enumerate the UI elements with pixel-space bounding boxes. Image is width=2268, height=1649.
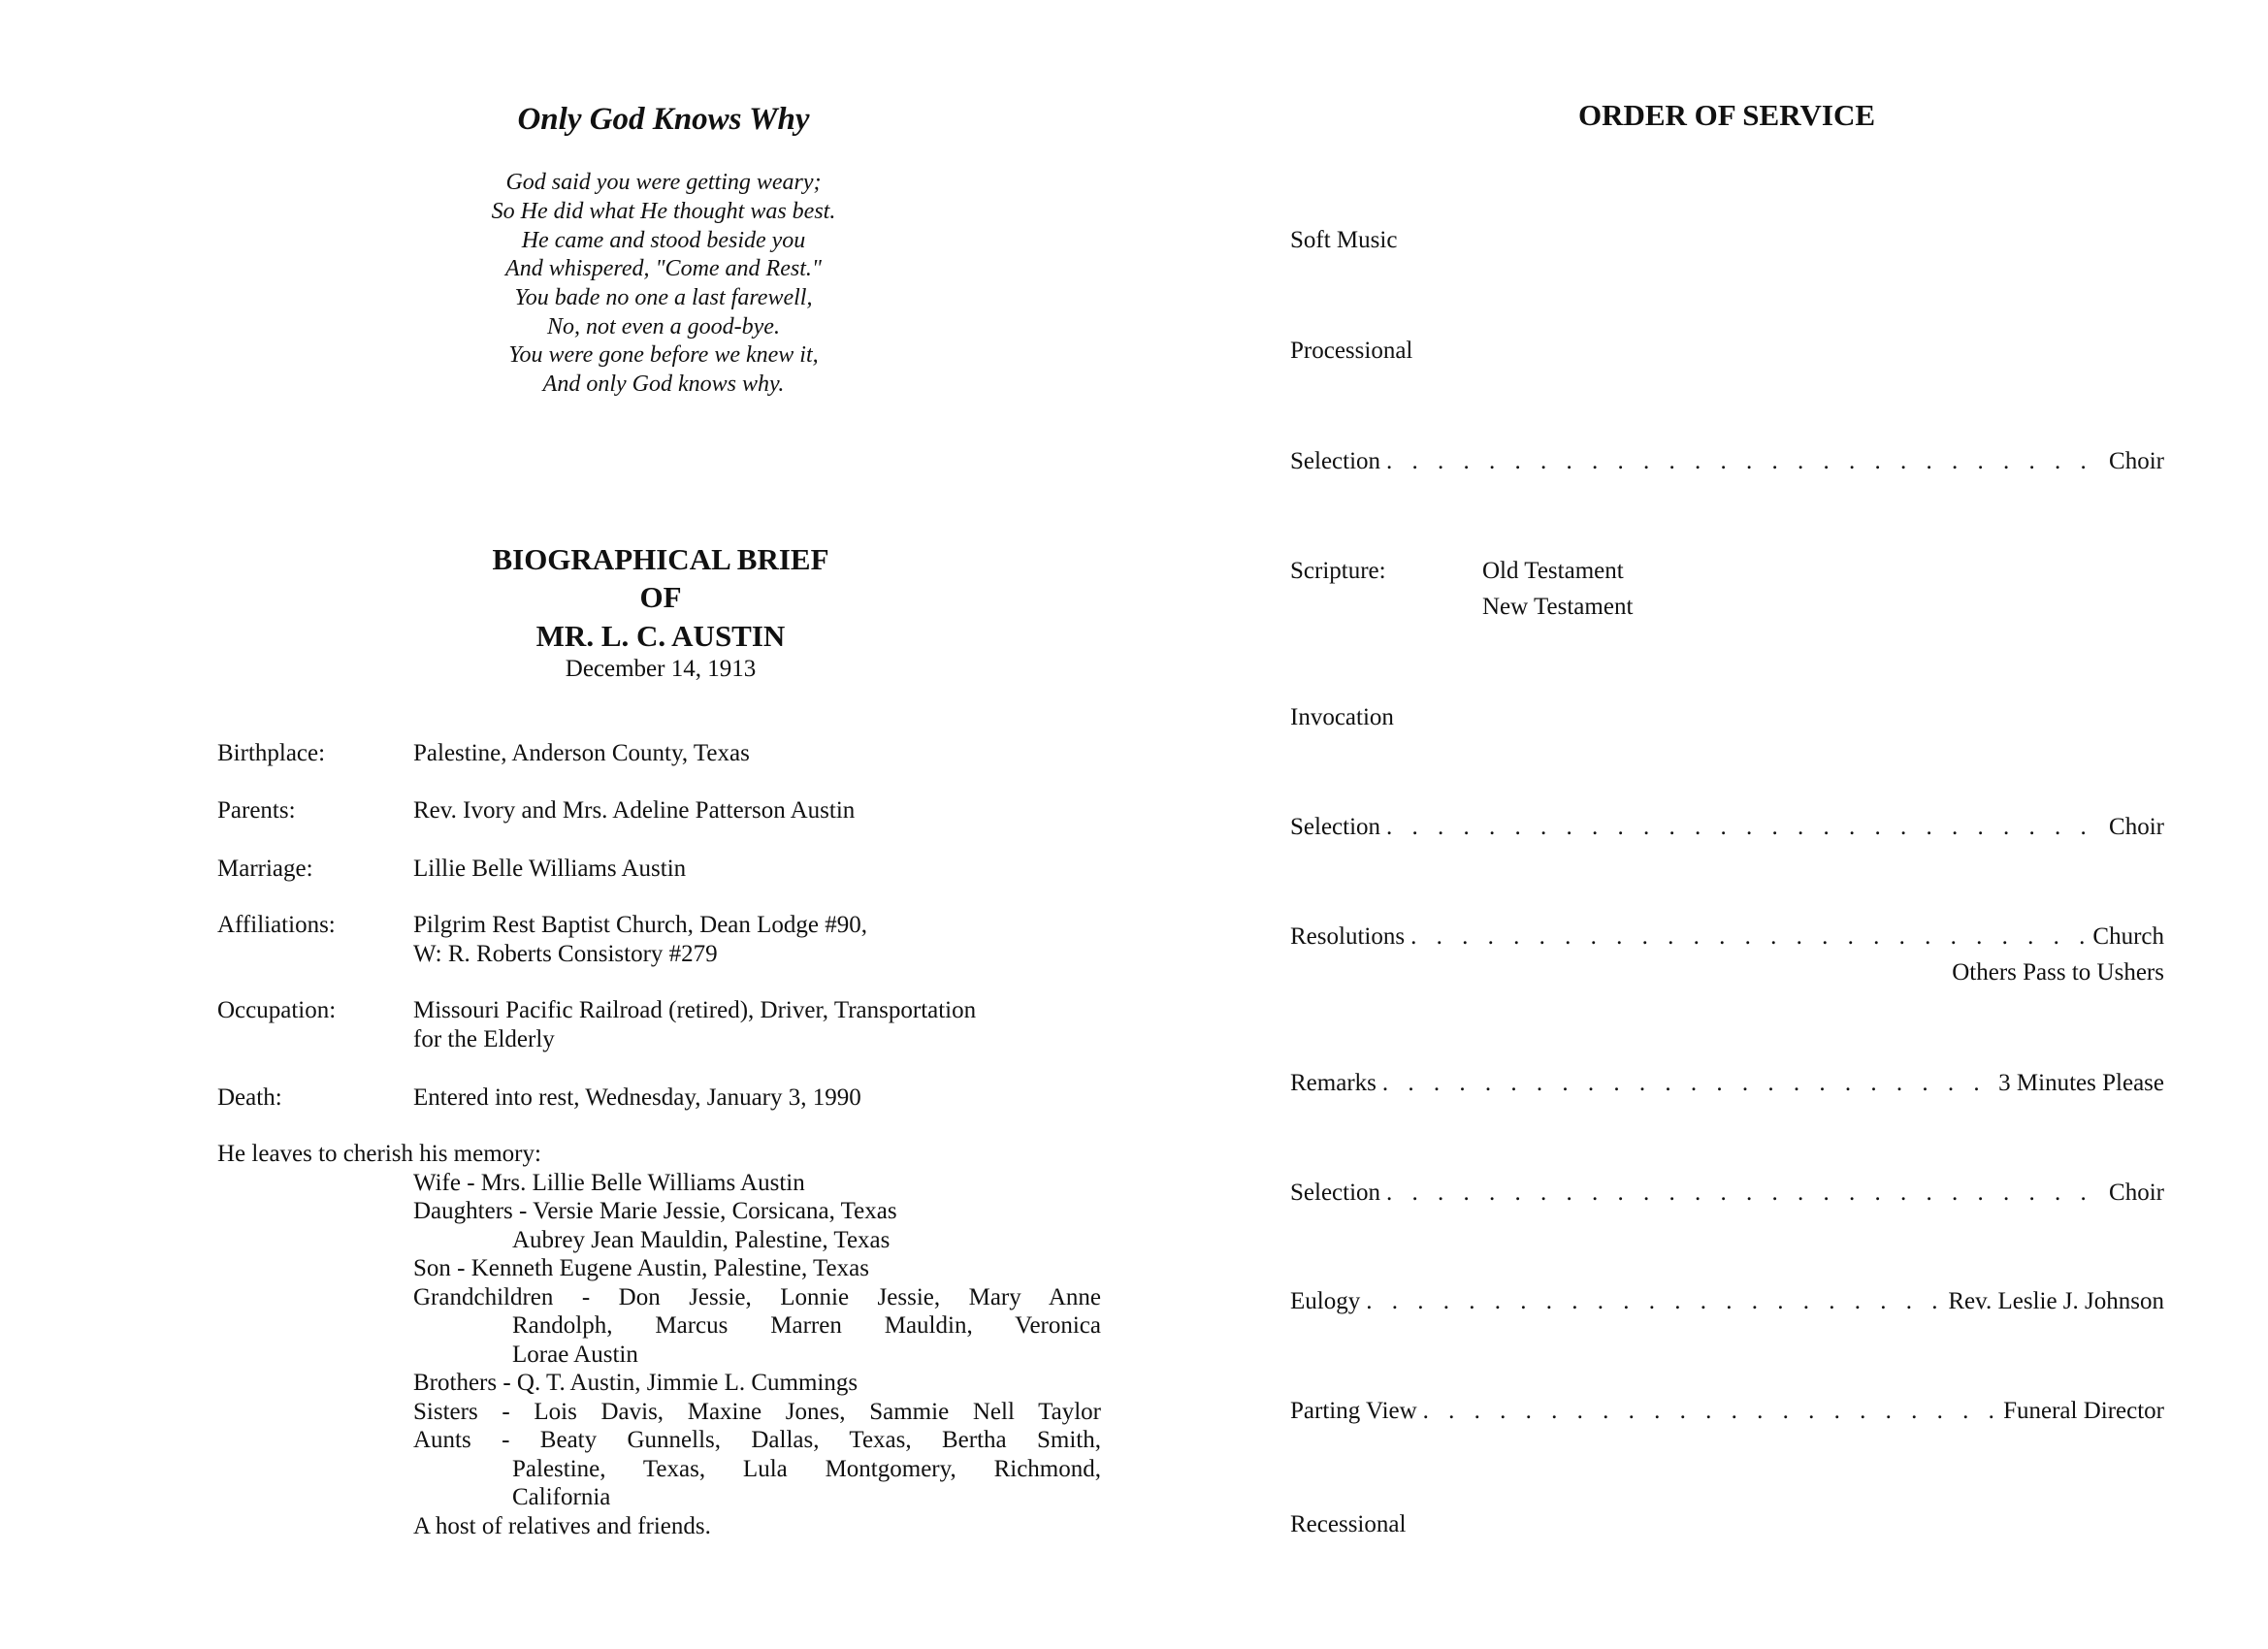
poem-line: No, not even a good-bye. [547, 314, 780, 340]
bio-heading: OF [639, 580, 682, 614]
fact-value: Entered into rest, Wednesday, January 3, 1990 [413, 1084, 861, 1111]
survivor-line: California [512, 1484, 611, 1510]
order-label: Soft Music [1290, 227, 1398, 253]
order-label: Selection [1290, 1180, 1381, 1206]
poem-line: And whispered, "Come and Rest." [505, 256, 822, 281]
poem-line: And only God knows why. [542, 372, 785, 397]
order-label: Scripture: [1290, 558, 1386, 584]
order-value: Choir [2109, 1180, 2164, 1206]
fact-value: Rev. Ivory and Mrs. Adeline Patterson Austin [413, 797, 856, 824]
fact-label: Marriage: [217, 856, 313, 882]
order-item-recessional [1290, 1510, 2164, 1539]
fact-value: for the Elderly [413, 1026, 555, 1052]
fact-label: Occupation: [217, 997, 337, 1023]
order-value: Rev. Leslie J. Johnson [1948, 1288, 2164, 1314]
poem-title: Only God Knows Why [517, 102, 810, 137]
bio-heading-name: MR. L. C. AUSTIN [535, 619, 786, 653]
order-value: Choir [2109, 448, 2164, 474]
fact-value: W: R. Roberts Consistory #279 [413, 941, 718, 967]
survivor-line: Daughters - Versie Marie Jessie, Corsicana, Texas [413, 1198, 897, 1224]
order-item-eulogy [1290, 1287, 2164, 1316]
order-value: Church [2092, 923, 2164, 950]
order-item-processional [1290, 337, 2164, 366]
order-item-selection [1290, 813, 2164, 842]
birth-date: December 14, 1913 [565, 656, 757, 682]
order-label: Selection [1290, 814, 1381, 840]
order-label: Processional [1290, 338, 1413, 364]
fact-value: Palestine, Anderson County, Texas [413, 740, 750, 766]
fact-label: Affiliations: [217, 912, 336, 938]
order-label: Remarks [1290, 1070, 1377, 1096]
fact-value: Pilgrim Rest Baptist Church, Dean Lodge #90, [413, 912, 868, 938]
survivor-line: Grandchildren - Don Jessie, Lonnie Jessie, Mary Anne [413, 1284, 1101, 1310]
order-item-selection [1290, 447, 2164, 476]
survivor-line: Aubrey Jean Mauldin, Palestine, Texas [512, 1227, 891, 1253]
order-item-invocation [1290, 703, 2164, 732]
resolutions-note: Others Pass to Ushers [1952, 959, 2164, 986]
order-label: Parting View [1290, 1398, 1417, 1424]
order-item-scripture [1290, 557, 2164, 586]
scripture-sub: New Testament [1482, 594, 1634, 620]
survivor-line: A host of relatives and friends. [413, 1513, 711, 1539]
dot-leader [1386, 447, 2103, 476]
survivor-line: Wife - Mrs. Lillie Belle Williams Austin [413, 1170, 805, 1196]
fact-value: Lillie Belle Williams Austin [413, 856, 687, 882]
order-item-selection [1290, 1179, 2164, 1208]
survivor-line: Sisters - Lois Davis, Maxine Jones, Sammie Nell Taylor [413, 1399, 1101, 1425]
order-label: Selection [1290, 448, 1381, 474]
scripture-sub: Old Testament [1482, 558, 1624, 584]
order-item-remarks [1290, 1069, 2164, 1098]
order-label: Invocation [1290, 704, 1394, 730]
order-value: 3 Minutes Please [1998, 1070, 2164, 1096]
survivor-line: Son - Kenneth Eugene Austin, Palestine, Texas [413, 1255, 869, 1281]
dot-leader [1366, 1287, 1942, 1316]
dot-leader [1386, 1179, 2103, 1208]
survivor-line: Lorae Austin [512, 1342, 638, 1368]
order-label: Recessional [1290, 1511, 1407, 1537]
fact-label: Death: [217, 1084, 282, 1111]
bio-heading: BIOGRAPHICAL BRIEF [492, 542, 829, 576]
order-item-parting-view [1290, 1397, 2164, 1426]
poem-line: He came and stood beside you [521, 228, 806, 253]
order-item-soft-music [1290, 226, 2164, 255]
fact-label: Birthplace: [217, 740, 326, 766]
order-label: Eulogy [1290, 1288, 1361, 1314]
fact-label: Parents: [217, 797, 296, 824]
order-value: Funeral Director [2003, 1398, 2164, 1424]
order-item-resolutions [1290, 922, 2164, 952]
survivor-line: Brothers - Q. T. Austin, Jimmie L. Cummings [413, 1370, 859, 1396]
order-value: Choir [2109, 814, 2164, 840]
poem-line: God said you were getting weary; [505, 170, 822, 195]
dot-leader [1386, 813, 2103, 842]
dot-leader [1410, 922, 2087, 952]
survivors-intro: He leaves to cherish his memory: [217, 1141, 541, 1167]
poem-line: You were gone before we knew it, [508, 342, 819, 368]
poem-line: You bade no one a last farewell, [514, 285, 813, 310]
survivor-line: Randolph, Marcus Marren Mauldin, Veronica [512, 1312, 1101, 1339]
fact-value: Missouri Pacific Railroad (retired), Driver, Transportation [413, 997, 977, 1023]
dot-leader [1423, 1397, 1997, 1426]
poem-line: So He did what He thought was best. [491, 199, 836, 224]
order-title: ORDER OF SERVICE [1577, 98, 1876, 132]
dot-leader [1382, 1069, 1993, 1098]
order-label: Resolutions [1290, 923, 1406, 950]
survivor-line: Aunts - Beaty Gunnells, Dallas, Texas, Bertha Smith, [413, 1427, 1101, 1453]
survivor-line: Palestine, Texas, Lula Montgomery, Richmond, [512, 1456, 1101, 1482]
